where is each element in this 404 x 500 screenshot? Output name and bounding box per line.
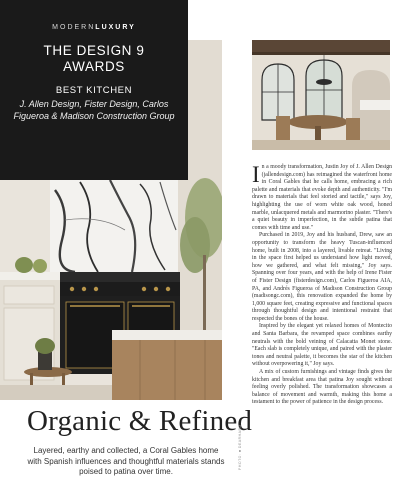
award-credits: J. Allen Design, Fister Design, Carlos Figueroa & Madison Construction Group (13, 99, 175, 121)
award-title-line1: THE DESIGN 9 (43, 43, 145, 58)
breakfast-room-illustration (252, 40, 390, 150)
brand-modern: MODERN (52, 24, 96, 31)
brand-luxury: LUXURY (95, 24, 136, 31)
magazine-brand (0, 24, 188, 31)
article-deck: Layered, earthy and collected, a Coral Gables home with Spanish influences and thoughtful materials stands poised to patina over time. (27, 446, 225, 476)
award-banner (0, 0, 188, 180)
article-paragraph: Purchased in 2019, Joy and his husband, Drew, saw an opportunity to transform the heavy Tuscan-influenced home, built in 2008, into a layered, livable retreat. "Living in the space first helped us understand how light moved, how we gathered, and what felt missing," Joy says. Spanning over four years, and with the help of Irene Fister of Fister Design (fisterdesign.com), Carlos Figueroa AIA, PA, and Andrés Figueroa of Madison Construction Group (madisongc.com), this renovation expanded the home by 1,000 square feet, creating expressive and functional spaces through thoughtful design and intentional restraint that respected the bones of the house. (252, 232, 392, 322)
article-paragraph-text: n a moody transformation, Justin Joy of J. Allen Design (jallendesign.com) has reimagined the waterfront home in Coral Gables that he calls home, embracing a rich palette and materials that evoke depth and authenticity. "I'm drawn to materials that feel storied and tactile," says Joy, highlighting the use of worn white oak wood, honed marble, unlacquered metals and marmorino plaster. "There's a quiet beauty in imperfection, in the subtle patina that comes with time and use." (252, 164, 392, 231)
article-paragraph: Inspired by the elegant yet relaxed homes of Montecito and Santa Barbara, the revamped space combines earthy neutrals with the bold veining of Calacatta Monet stone. "Each slab is completely unique, and paired with the plaster tones and neutral palette, it becomes the star of the kitchen without overpowering it," Joy says. (252, 323, 392, 368)
article-paragraph: A mix of custom furnishings and vintage finds gives the kitchen and breakfast area that patina Joy sought without feeling overly polished. The transformation showcases a balance of movement and warmth, making this home a testament to the power of patience in the design process. (252, 369, 392, 406)
award-title (0, 43, 188, 75)
article-headline: Organic & Refined (27, 405, 253, 437)
award-title-line2: AWARDS (63, 59, 125, 74)
breakfast-room-photo (252, 40, 390, 150)
drop-cap: I (252, 162, 260, 187)
article-paragraph (252, 164, 392, 232)
photo-credit: PHOTO: ■ DEARHARD (238, 424, 242, 470)
article-body (252, 164, 392, 407)
award-category: BEST KITCHEN (55, 85, 133, 96)
